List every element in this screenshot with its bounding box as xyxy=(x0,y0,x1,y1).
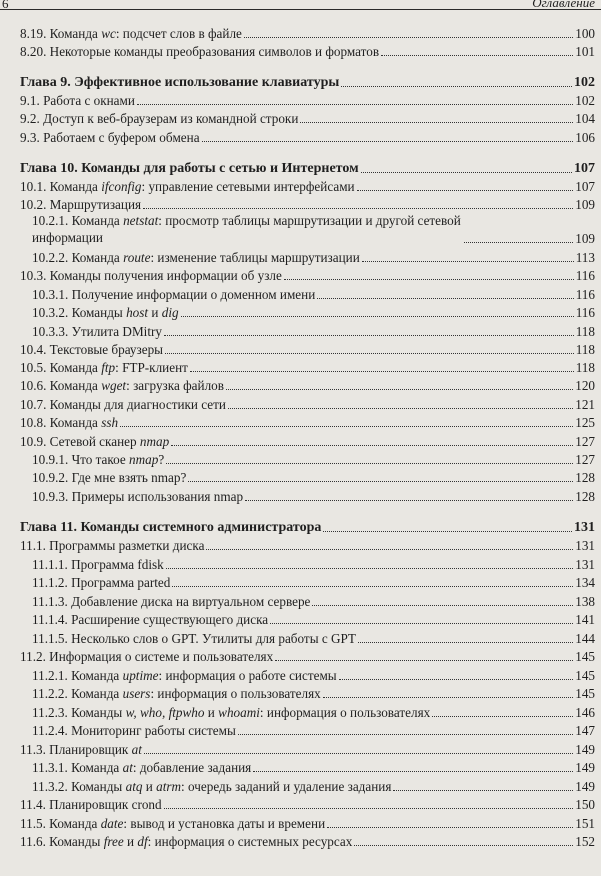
toc-entry xyxy=(0,285,601,302)
dot-leader xyxy=(226,389,573,390)
toc-entry-title xyxy=(20,179,355,194)
toc-entry-title-part: wc xyxy=(101,26,116,41)
dot-leader xyxy=(354,845,573,846)
toc-page-number: 118 xyxy=(575,360,595,375)
toc-entry-title-part: host xyxy=(126,305,149,320)
toc-page-number: 138 xyxy=(575,594,595,609)
toc-entry-title xyxy=(20,538,204,553)
toc-entry-title xyxy=(32,470,186,485)
toc-entry-title-part: atq xyxy=(125,779,143,794)
toc-entry-title xyxy=(20,130,200,145)
toc-page-number: 120 xyxy=(575,378,595,393)
toc-entry-title-part: : вывод и установка даты и времени xyxy=(123,816,326,831)
toc-entry-title xyxy=(20,268,282,283)
toc-entry xyxy=(0,666,601,683)
toc-entry-title-part: 11.1.1. Программа fdisk xyxy=(32,557,164,572)
toc-entry-title xyxy=(32,557,164,572)
dot-leader xyxy=(144,753,573,754)
toc-entry-title xyxy=(32,305,179,320)
toc-chapter-entry xyxy=(0,71,601,90)
toc-entry-title xyxy=(20,415,118,430)
toc-page-number: 118 xyxy=(575,324,595,339)
toc-entry-title-part: 11.1.5. Несколько слов о GPT. Утилиты для работы с GPT xyxy=(32,631,356,646)
dot-leader xyxy=(137,104,573,105)
toc-page-number: 125 xyxy=(575,415,595,430)
toc-entry-title-part: users xyxy=(122,686,151,701)
toc-entry xyxy=(0,814,601,831)
toc-page-number: 145 xyxy=(575,668,595,683)
dot-leader xyxy=(464,242,573,243)
dot-leader xyxy=(190,371,574,372)
toc-entry-title-part: 11.2. Информация о системе и пользователях xyxy=(20,649,274,664)
toc-entry-title-part: 9.1. Работа с окнами xyxy=(20,93,135,108)
toc-entry-title xyxy=(20,742,142,757)
toc-page-number: 128 xyxy=(575,489,595,504)
dot-leader xyxy=(245,500,573,501)
toc-entry-title-part: 11.6. Команды xyxy=(20,834,104,849)
dot-leader xyxy=(172,586,573,587)
toc-entry xyxy=(0,322,601,339)
dot-leader xyxy=(275,660,573,661)
dot-leader xyxy=(253,771,573,772)
toc-entry xyxy=(0,266,601,283)
toc-entry-title-part: Глава 9. Эффективное использование клавиатуры xyxy=(20,75,340,90)
dot-leader xyxy=(188,481,573,482)
toc-entry-title-part: netstat xyxy=(123,213,159,228)
toc-entry xyxy=(0,24,601,41)
toc-entry-title-part: nmap xyxy=(129,452,159,467)
toc-page-number: 109 xyxy=(575,231,595,246)
dot-leader xyxy=(317,298,573,299)
toc-entry-title-part: 10.9.3. Примеры использования nmap xyxy=(32,489,244,504)
toc-page-number: 145 xyxy=(575,686,595,701)
toc-page-number: 134 xyxy=(575,575,595,590)
toc-entry-title-part: Глава 10. Команды для работы с сетью и Интернетом xyxy=(20,161,359,176)
toc-entry-title-part: whoami xyxy=(218,705,260,720)
toc-entry-title xyxy=(32,212,462,246)
toc-entry xyxy=(0,592,601,609)
toc-entry-title xyxy=(32,631,356,646)
toc-entry-title-part: и xyxy=(142,779,157,794)
toc-entry-title-part: : управление сетевыми интерфейсами xyxy=(141,179,355,194)
dot-leader xyxy=(323,531,572,532)
toc-page-number: 150 xyxy=(575,797,595,812)
toc-page-number: 118 xyxy=(575,342,595,357)
toc-entry-title xyxy=(32,287,315,302)
toc-entry-title xyxy=(32,686,321,701)
dot-leader xyxy=(284,279,574,280)
toc-entry-title-part: ? xyxy=(158,452,165,467)
toc-entry-title xyxy=(32,324,162,339)
dot-leader xyxy=(327,827,573,828)
toc-entry-title-part: df xyxy=(137,834,148,849)
toc-page-number: 121 xyxy=(575,397,595,412)
toc-entry-title xyxy=(32,705,430,720)
toc-entry xyxy=(0,721,601,738)
dot-leader xyxy=(165,353,574,354)
running-header: Оглавление xyxy=(532,0,595,10)
toc-entry-title-part: и xyxy=(148,305,162,320)
toc-page-number: 104 xyxy=(575,111,595,126)
toc-entry-title-part: Глава 11. Команды системного администратора xyxy=(20,520,322,535)
toc-entry-title-part: 11.2.1. Команда xyxy=(32,668,123,683)
toc-entry-title-part: 11.3. Планировщик xyxy=(20,742,132,757)
toc-page-number: 144 xyxy=(575,631,595,646)
toc-page-number: 131 xyxy=(575,557,595,572)
toc-page-number: 102 xyxy=(575,93,595,108)
toc-entry xyxy=(0,487,601,504)
toc-page-number: 102 xyxy=(574,75,595,90)
toc-entry-title-part: at xyxy=(131,742,142,757)
toc-entry-title-part: atrm xyxy=(156,779,182,794)
dot-leader xyxy=(312,605,573,606)
toc-entry-title xyxy=(32,760,251,775)
toc-entry-title-part: и xyxy=(123,834,138,849)
toc-entry xyxy=(0,647,601,664)
toc-entry-title xyxy=(20,520,321,535)
toc-entry xyxy=(0,432,601,449)
toc-page-number: 141 xyxy=(575,612,595,627)
toc-entry-title xyxy=(32,723,236,738)
toc-entry-title-part: 10.9.2. Где мне взять nmap? xyxy=(32,470,187,485)
toc-entry xyxy=(0,610,601,627)
toc-entry-title-part: : добавление задания xyxy=(132,760,252,775)
toc-chapter-entry xyxy=(0,157,601,176)
toc-entry-title xyxy=(32,612,268,627)
toc-page-number: 146 xyxy=(575,705,595,720)
toc-entry-title-part: : информация о системных ресурсах xyxy=(147,834,353,849)
toc-entry-title xyxy=(20,111,298,126)
toc-entry-title xyxy=(20,434,169,449)
toc-entry xyxy=(0,536,601,553)
toc-entry xyxy=(0,450,601,467)
toc-entry xyxy=(0,128,601,145)
toc-entry xyxy=(0,684,601,701)
toc-entry xyxy=(0,629,601,646)
toc-page-number: 116 xyxy=(575,268,595,283)
toc-entry-title-part: : загрузка файлов xyxy=(126,378,224,393)
dot-leader xyxy=(181,316,574,317)
toc-entry xyxy=(0,358,601,375)
toc-chapter-entry xyxy=(0,516,601,535)
toc-entry-title-part: : информация о пользователях xyxy=(259,705,431,720)
dot-leader xyxy=(166,568,573,569)
toc-entry-title-part: 10.4. Текстовые браузеры xyxy=(20,342,164,357)
toc-entry-title-part: 11.1. Программы разметки диска xyxy=(20,538,205,553)
toc-entry-title-part: 10.9.1. Что такое xyxy=(32,452,130,467)
toc-entry-title-part: 10.5. Команда xyxy=(20,360,102,375)
toc-entry-title xyxy=(32,489,243,504)
toc-entry xyxy=(0,212,601,246)
toc-page-number: 106 xyxy=(575,130,595,145)
toc-entry-title-part: uptime xyxy=(122,668,159,683)
toc-entry-title-part: 8.20. Некоторые команды преобразования символов и форматов xyxy=(20,44,380,59)
toc-entry-title-part: 10.9. Сетевой сканер xyxy=(20,434,140,449)
toc-entry-title xyxy=(20,797,162,812)
toc-entry-title-part: 9.2. Доступ к веб-браузерам из командной строки xyxy=(20,111,299,126)
toc-entry-title xyxy=(20,378,224,393)
toc-entry-title xyxy=(20,161,359,176)
toc-entry xyxy=(0,777,601,794)
toc-entry-title-part: 10.3.1. Получение информации о доменном имени xyxy=(32,287,316,302)
toc-entry-title-part: 10.2. Маршрутизация xyxy=(20,197,142,212)
toc-entry-title xyxy=(20,26,242,41)
dot-leader xyxy=(393,790,573,791)
toc-entry-title-part: 10.3.3. Утилита DMitry xyxy=(32,324,162,339)
toc-entry-title-part: ftp xyxy=(101,360,116,375)
toc-entry xyxy=(0,740,601,757)
toc-page-number: 107 xyxy=(574,161,595,176)
dot-leader xyxy=(323,697,573,698)
toc-entry-title-part: : изменение таблицы маршрутизации xyxy=(150,250,360,265)
dot-leader xyxy=(270,623,573,624)
toc-entry-title-part: ifconfig xyxy=(101,179,142,194)
toc-entry-title-part: at xyxy=(122,760,133,775)
toc-entry-title-part: 10.8. Команда xyxy=(20,415,102,430)
dot-leader xyxy=(361,172,572,173)
toc-entry-title-part: free xyxy=(103,834,124,849)
toc-entry xyxy=(0,42,601,59)
dot-leader xyxy=(164,335,574,336)
toc-entry xyxy=(0,703,601,720)
toc-entry xyxy=(0,195,601,212)
toc-entry xyxy=(0,91,601,108)
toc-entry xyxy=(0,758,601,775)
dot-leader xyxy=(381,55,573,56)
toc-entry-title xyxy=(20,93,135,108)
toc-entry-title-part: 11.1.4. Расширение существующего диска xyxy=(32,612,269,627)
toc-entry-title-part: : просмотр таблицы маршрутизации и другой сетевой информации xyxy=(32,213,461,245)
toc-entry-title xyxy=(20,342,163,357)
toc-page-number: 109 xyxy=(575,197,595,212)
toc-entry xyxy=(0,340,601,357)
dot-leader xyxy=(341,86,572,87)
toc-entry-title xyxy=(20,197,141,212)
toc-entry-title-part: w, who, ftpwho xyxy=(125,705,205,720)
toc-entry-title xyxy=(20,816,325,831)
dot-leader xyxy=(238,734,573,735)
toc-entry-title-part: 11.1.2. Программа parted xyxy=(32,575,171,590)
toc-page-number: 152 xyxy=(575,834,595,849)
dot-leader xyxy=(362,261,574,262)
toc-entry-title-part: 11.1.3. Добавление диска на виртуальном сервере xyxy=(32,594,311,609)
toc-entry-title-part: 11.2.4. Мониторинг работы системы xyxy=(32,723,236,738)
toc-entry-title-part: dig xyxy=(161,305,179,320)
toc-entry-title-part: 10.3. Команды получения информации об узле xyxy=(20,268,282,283)
toc-page-number: 116 xyxy=(575,287,595,302)
toc-entry-title-part: nmap xyxy=(139,434,170,449)
dot-leader xyxy=(432,716,573,717)
toc-entry-title-part: 10.6. Команда xyxy=(20,378,102,393)
toc-entry-title xyxy=(20,834,352,849)
toc-entry xyxy=(0,248,601,265)
toc-entry-title-part: 11.2.2. Команда xyxy=(32,686,123,701)
toc-entry-title-part: 11.2.3. Команды xyxy=(32,705,126,720)
toc-entry-title xyxy=(32,250,360,265)
dot-leader xyxy=(166,463,573,464)
toc-entry-title-part: : информация о пользователях xyxy=(150,686,321,701)
toc-entry-title-part: 10.7. Команды для диагностики сети xyxy=(20,397,226,412)
dot-leader xyxy=(339,679,574,680)
toc-entry-title-part: : FTP-клиент xyxy=(115,360,188,375)
toc-entry-title xyxy=(32,594,310,609)
dot-leader xyxy=(206,549,573,550)
toc-entry-title xyxy=(32,668,337,683)
toc-entry xyxy=(0,395,601,412)
toc-page-number: 147 xyxy=(575,723,595,738)
toc-entry-title-part: 8.19. Команда xyxy=(20,26,102,41)
toc-entry-title-part: 11.3.1. Команда xyxy=(32,760,123,775)
toc-entry xyxy=(0,413,601,430)
toc-entry-title-part: 9.3. Работаем с буфером обмена xyxy=(20,130,200,145)
toc-page-number: 128 xyxy=(575,470,595,485)
toc-entry-title-part: 10.2.2. Команда xyxy=(32,250,124,265)
toc-page-number: 127 xyxy=(575,434,595,449)
toc-entry-title-part: wget xyxy=(101,378,127,393)
toc-entry xyxy=(0,468,601,485)
dot-leader xyxy=(244,37,573,38)
toc-entry xyxy=(0,573,601,590)
dot-leader xyxy=(143,208,573,209)
dot-leader xyxy=(300,122,573,123)
toc-entry xyxy=(0,555,601,572)
toc-page-number: 131 xyxy=(575,538,595,553)
toc-entry-title xyxy=(20,360,188,375)
toc-entry-title-part: 11.5. Команда xyxy=(20,816,101,831)
toc-entry-title-part: : подсчет слов в файле xyxy=(115,26,242,41)
toc-entry xyxy=(0,303,601,320)
page-number: 6 xyxy=(2,0,9,11)
toc-entry-title-part: ssh xyxy=(101,415,119,430)
toc-entry-title-part: 10.3.2. Команды xyxy=(32,305,127,320)
toc-entry-title-part: и xyxy=(204,705,219,720)
toc-page-number: 127 xyxy=(575,452,595,467)
toc-entry-title-part: 11.4. Планировщик crond xyxy=(20,797,162,812)
toc-page-number: 151 xyxy=(575,816,595,831)
toc-entry-title xyxy=(20,75,339,90)
toc-entry xyxy=(0,109,601,126)
dot-leader xyxy=(171,445,573,446)
dot-leader xyxy=(228,408,573,409)
dot-leader xyxy=(164,808,574,809)
toc-entry-title xyxy=(32,452,164,467)
toc-page-number: 100 xyxy=(575,26,595,41)
toc-entry-title-part: 10.1. Команда xyxy=(20,179,102,194)
toc-page-number: 149 xyxy=(575,760,595,775)
toc-page-number: 149 xyxy=(575,742,595,757)
toc-entry-title xyxy=(20,44,379,59)
toc-page-number: 131 xyxy=(574,520,595,535)
toc-entry-title xyxy=(32,779,391,794)
toc-entry xyxy=(0,832,601,849)
toc-entry xyxy=(0,795,601,812)
toc-entry xyxy=(0,177,601,194)
toc-entry-title xyxy=(32,575,170,590)
toc-page-number: 113 xyxy=(575,250,595,265)
toc-entry-title-part: date xyxy=(100,816,124,831)
toc-page-number: 145 xyxy=(575,649,595,664)
toc-entry-title xyxy=(20,649,273,664)
toc-entry xyxy=(0,376,601,393)
toc-entry-title xyxy=(20,397,226,412)
toc-entry-title-part: : информация о работе системы xyxy=(158,668,337,683)
toc-entry-title-part: : очередь заданий и удаление задания xyxy=(181,779,392,794)
toc-page-number: 116 xyxy=(575,305,595,320)
dot-leader xyxy=(202,141,574,142)
toc-page-number: 107 xyxy=(575,179,595,194)
toc-entry-title-part: route xyxy=(123,250,151,265)
dot-leader xyxy=(358,642,573,643)
toc-entry-title-part: 10.2.1. Команда xyxy=(32,213,124,228)
toc-page-number: 101 xyxy=(575,44,595,59)
dot-leader xyxy=(120,426,573,427)
toc-page-number: 149 xyxy=(575,779,595,794)
dot-leader xyxy=(357,190,574,191)
toc-entry-title-part: 11.3.2. Команды xyxy=(32,779,126,794)
